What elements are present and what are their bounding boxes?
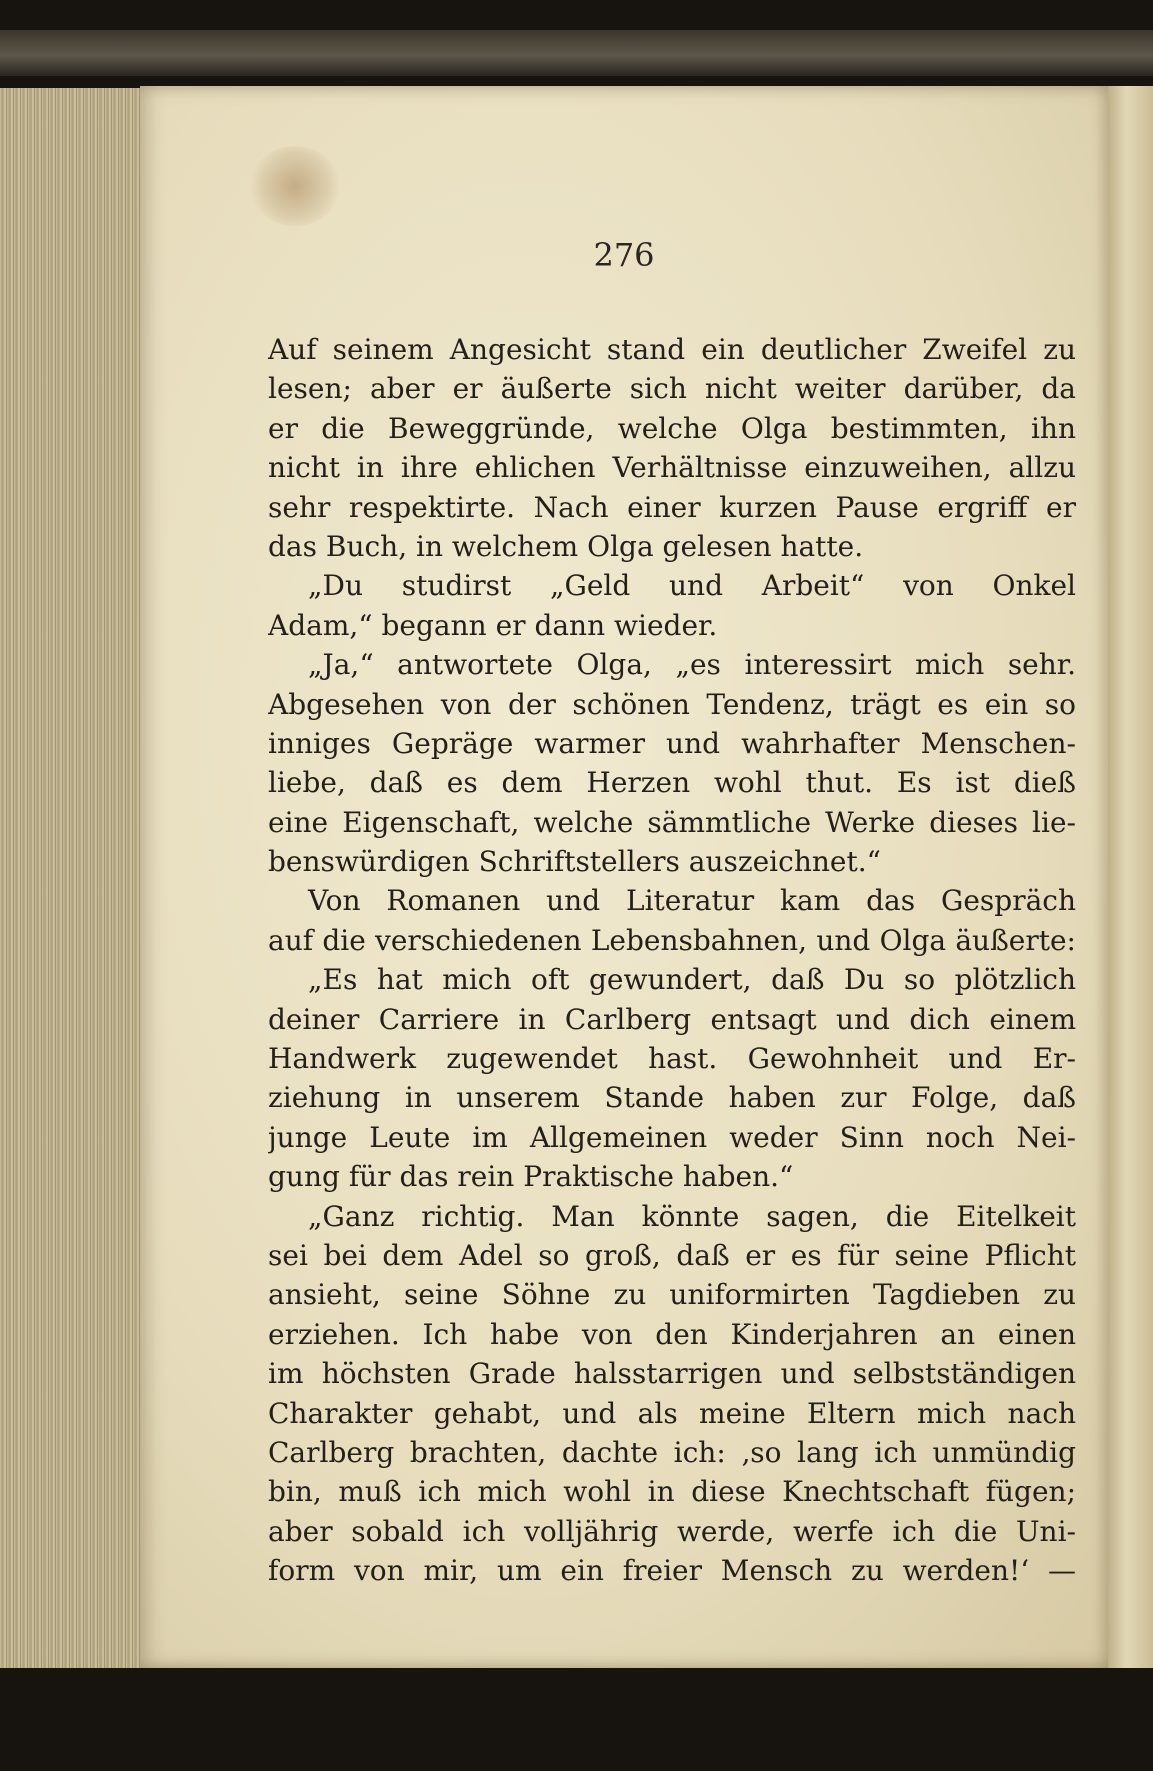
text-line: Von Romanen und Literatur kam das Gespräch <box>308 884 1076 918</box>
page-number: 276 <box>593 236 655 274</box>
text-line: bin, muß ich mich wohl in diese Knechtschaft fügen; <box>268 1475 1076 1509</box>
body-text <box>268 330 1076 1591</box>
next-page-edge <box>1108 86 1153 1668</box>
text-line: erziehen. Ich habe von den Kinderjahren an einen <box>268 1317 1076 1351</box>
text-line: junge Leute im Allgemeinen weder Sinn noch Nei- <box>268 1120 1076 1154</box>
text-line: benswürdigen Schriftstellers auszeichnet.“ <box>268 845 881 879</box>
text-line: Carlberg brachten, dachte ich: ‚so lang ich unmündig <box>268 1435 1076 1469</box>
text-line: auf die verschiedenen Lebensbahnen, und Olga äußerte: <box>268 923 1076 957</box>
text-line: er die Beweggründe, welche Olga bestimmten, ihn <box>268 411 1076 445</box>
text-line: deiner Carriere in Carlberg entsagt und dich einem <box>268 1002 1076 1036</box>
text-line: „Ganz richtig. Man könnte sagen, die Eitelkeit <box>308 1199 1076 1233</box>
text-line: „Du studirst „Geld und Arbeit“ von Onkel <box>308 569 1076 603</box>
text-line: form von mir, um ein freier Mensch zu werden!‘ — <box>268 1554 1076 1588</box>
text-line: sei bei dem Adel so groß, daß er es für seine Pflicht <box>268 1238 1076 1272</box>
text-line: lesen; aber er äußerte sich nicht weiter darüber, da <box>268 372 1076 406</box>
text-line: im höchsten Grade halsstarrigen und selbstständigen <box>268 1357 1076 1391</box>
text-line: „Ja,“ antwortete Olga, „es interessirt mich sehr. <box>308 648 1076 682</box>
text-line: Handwerk zugewendet hast. Gewohnheit und Er- <box>268 1042 1076 1076</box>
book-cover-edge <box>0 30 1153 76</box>
text-line: ansieht, seine Söhne zu uniformirten Tagdieben zu <box>268 1278 1076 1312</box>
text-line: Adam,“ begann er dann wieder. <box>268 608 718 642</box>
book-page <box>140 86 1108 1668</box>
text-line: sehr respektirte. Nach einer kurzen Pause ergriff er <box>268 490 1076 524</box>
text-line: inniges Gepräge warmer und wahrhafter Menschen- <box>268 726 1076 760</box>
text-line: ziehung in unserem Stande haben zur Folge, daß <box>268 1081 1076 1115</box>
text-line: gung für das rein Praktische haben.“ <box>268 1160 794 1194</box>
page-stack-edges <box>0 88 140 1668</box>
text-line: eine Eigenschaft, welche sämmtliche Werke dieses lie- <box>268 805 1076 839</box>
text-line: das Buch, in welchem Olga gelesen hatte. <box>268 529 864 563</box>
text-line: liebe, daß es dem Herzen wohl thut. Es ist dieß <box>268 766 1076 800</box>
text-line: Auf seinem Angesicht stand ein deutlicher Zweifel zu <box>268 333 1076 366</box>
text-line: Charakter gehabt, und als meine Eltern mich nach <box>268 1396 1076 1430</box>
text-line: „Es hat mich oft gewundert, daß Du so plötzlich <box>308 963 1076 997</box>
text-line: aber sobald ich volljährig werde, werfe ich die Uni- <box>268 1514 1076 1548</box>
text-line: Abgesehen von der schönen Tendenz, trägt es ein so <box>268 687 1076 721</box>
page-stain <box>250 146 340 226</box>
text-line: nicht in ihre ehlichen Verhältnisse einzuweihen, allzu <box>268 451 1076 485</box>
